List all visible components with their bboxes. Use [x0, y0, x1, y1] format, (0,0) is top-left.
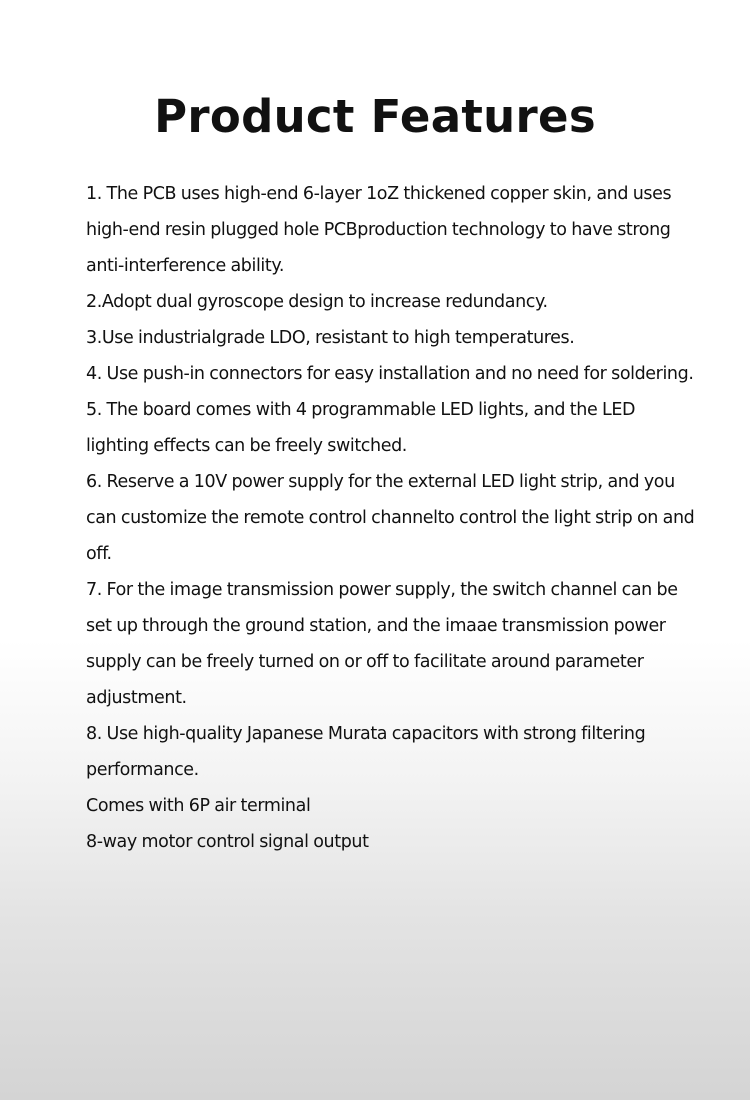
feature-line: high-end resin plugged hole PCBproduction technology to have strong	[86, 220, 671, 240]
feature-line: 8. Use high-quality Japanese Murata capacitors with strong filtering	[86, 724, 646, 744]
feature-line: Comes with 6P air terminal	[86, 796, 311, 816]
feature-line: off.	[86, 544, 112, 564]
feature-line: 2.Adopt dual gyroscope design to increase redundancy.	[86, 292, 548, 312]
feature-line: set up through the ground station, and the imaae transmission power	[86, 616, 666, 636]
features-list	[86, 176, 695, 860]
feature-line: can customize the remote control channelto control the light strip on and	[86, 508, 695, 528]
feature-line: 1. The PCB uses high-end 6-layer 1oZ thickened copper skin, and uses	[86, 184, 672, 204]
feature-line: 3.Use industrialgrade LDO, resistant to high temperatures.	[86, 328, 575, 348]
feature-line: 6. Reserve a 10V power supply for the external LED light strip, and you	[86, 472, 675, 492]
feature-line: 8-way motor control signal output	[86, 832, 369, 852]
feature-line: supply can be freely turned on or off to facilitate around parameter	[86, 652, 644, 672]
feature-line: 7. For the image transmission power supply, the switch channel can be	[86, 580, 678, 600]
feature-line: lighting effects can be freely switched.	[86, 436, 407, 456]
page-title: Product Features	[154, 90, 596, 143]
feature-line: performance.	[86, 760, 199, 780]
feature-line: adjustment.	[86, 688, 187, 708]
feature-line: anti-interference ability.	[86, 256, 284, 276]
feature-line: 4. Use push-in connectors for easy installation and no need for soldering.	[86, 364, 694, 384]
feature-line: 5. The board comes with 4 programmable LED lights, and the LED	[86, 400, 636, 420]
